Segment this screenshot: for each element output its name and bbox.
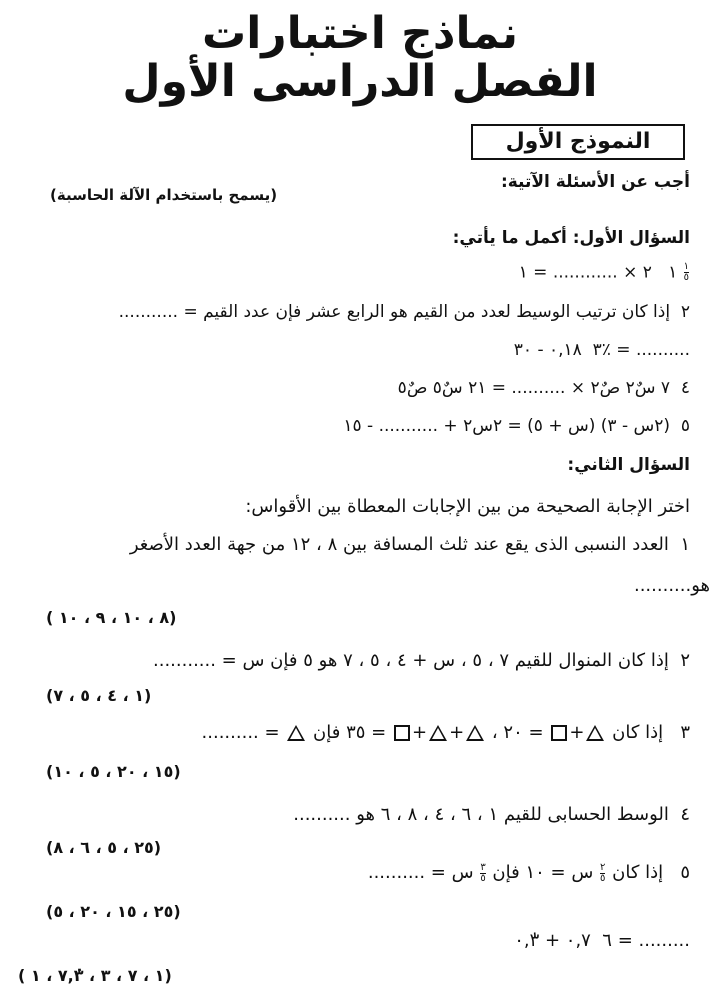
q2-item-2: ٢ إذا كان المنوال للقيم ٧ ، ٥ ، س + ٤ ، ٥ ، ٧ هو ٥ فإن س = ...........	[153, 650, 690, 671]
model-label: النموذج الأول	[471, 124, 685, 160]
q2-subtitle: اختر الإجابة الصحيحة من بين الإجابات المعطاة بين الأقواس:	[245, 496, 690, 517]
q2-choices-1: ( ٨ ، ١٠ ، ٩ ، ١٠)	[46, 608, 177, 627]
q1-item-num: ١	[668, 262, 678, 283]
q2-item-6: ٦ ٠,٧ + ٠,٣̇ = .........	[514, 930, 690, 951]
fraction: $\frac{٣}{٥}$	[480, 861, 486, 884]
q2-choices-3: (١٥ ، ٢٠ ، ٥ ، ١٠)	[46, 762, 181, 781]
square-icon	[394, 725, 410, 741]
triangle-icon	[466, 725, 484, 741]
q1-title: السؤال الأول: أكمل ما يأتي:	[452, 228, 690, 248]
triangle-icon	[586, 725, 604, 741]
title-line-1: نماذج اختبارات	[201, 8, 518, 59]
q1-item-3: ٣ ٠,١٨ - ٣٠٪ = ..........	[513, 340, 690, 360]
q2-item-5: ٥ إذا كان $\frac{٢}{٥}$ س = ١٠ فإن $\frac{٣}{٥}$ س = ..........	[367, 861, 690, 884]
triangle-icon	[429, 725, 447, 741]
q2-item-1: ١ العدد النسبى الذى يقع عند ثلث المسافة بين ٨ ، ١٢ من جهة العدد الأصغر	[129, 534, 690, 555]
q2-choices-6: ( ١ ، ٧ ، ٣ ، ٧,٣̇ ، ١)	[18, 966, 172, 985]
title-line-2: الفصل الدراسى الأول	[122, 56, 598, 107]
q2-choices-4: (٢٥ ، ٥ ، ٦ ، ٨)	[46, 838, 162, 857]
answer-instruction: أجب عن الأسئلة الآتية:	[500, 172, 690, 192]
q1-item-5: ٥ (٢س - ٣) (س + ٥) = ٢س٢ + ........... - ١٥	[343, 416, 690, 436]
q1-item-text: ٢ × ............ = ١	[518, 262, 652, 283]
q1-item-1	[519, 262, 690, 283]
calculator-note: (يسمح باستخدام الآلة الحاسبة)	[50, 186, 278, 204]
fraction: $\frac{٢}{٥}$	[600, 861, 606, 884]
q2-choices-5: (٢٥ ، ١٥ ، ٢٠ ، ٥)	[46, 902, 181, 921]
triangle-icon	[287, 725, 305, 741]
fraction: $\frac{١}{٥}$	[683, 261, 689, 283]
q2-item-4: ٤ الوسط الحسابى للقيم ١ ، ٦ ، ٤ ، ٨ ، ٦ هو ..........	[293, 804, 690, 825]
q2-title: السؤال الثاني:	[567, 455, 690, 475]
q2-item-1-cont: هو..........	[633, 575, 710, 596]
q1-item-2: ٢ إذا كان ترتيب الوسيط لعدد من القيم هو الرابع عشر فإن عدد القيم = ...........	[118, 302, 690, 322]
q1-item-4: ٤ ٧ سٌ٢ صٌ٢ × .......... = ٢١ سٌ٥ صٌ٥	[397, 378, 690, 398]
q2-item-3: ٣ إذا كان + = ٢٠ ، ++ = ٣٥ فإن = ..........	[201, 722, 690, 743]
square-icon	[551, 725, 567, 741]
q2-choices-2: (١ ، ٤ ، ٥ ، ٧)	[46, 686, 152, 705]
